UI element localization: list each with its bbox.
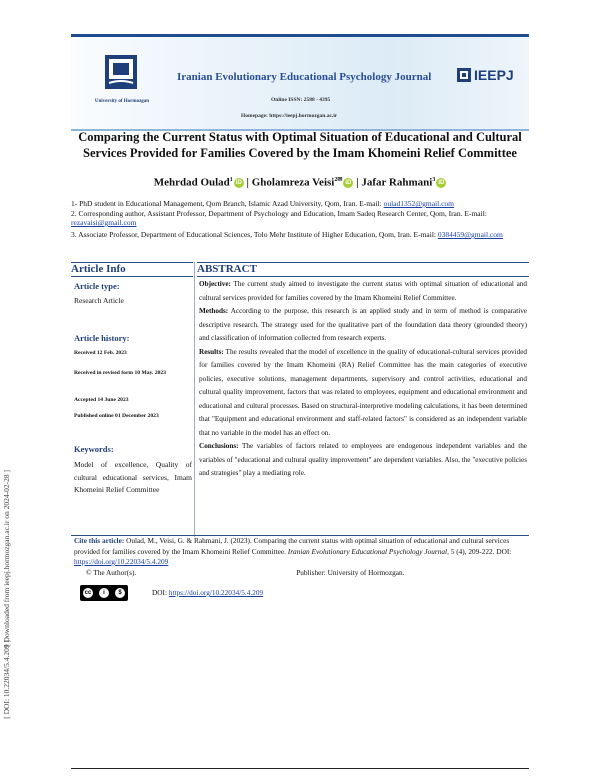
abstract-conclusions: Conclusions: The variables of factors related to employees are endogenous independent variables and the variables of "educational and cultural quality improvement" are dependent variables. Also, the "executive policies and strategies" play a mediating role. bbox=[199, 442, 527, 477]
ieepj-brand-text: IEEPJ bbox=[474, 67, 514, 83]
copyright-text: © The Author(s). bbox=[86, 567, 137, 577]
email-link-3[interactable]: 0384459@gmail.com bbox=[437, 230, 503, 239]
column-divider bbox=[194, 262, 195, 537]
citation-text: Oulad, M., Veisi, G. & Rahmani, J. (2023). Comparing the current status with optimal situation of educational and cultural services provided for families covered by the Imam Khomeini Relief Committee. bbox=[74, 536, 510, 556]
doi-prefix: DOI: bbox=[152, 588, 169, 597]
copyright-row bbox=[74, 568, 529, 579]
paper-title bbox=[71, 130, 529, 161]
received-date: Received 12 Feb. 2023 bbox=[74, 350, 127, 356]
journal-name: Iranian Evolutionary Educational Psychology Journal bbox=[177, 71, 432, 83]
abstract-heading: ABSTRACT bbox=[197, 262, 529, 277]
article-type-value: Research Article bbox=[74, 296, 124, 305]
affiliation-3 bbox=[71, 230, 529, 239]
citation-journal: Iranian Evolutionary Educational Psychology Journal bbox=[287, 546, 448, 556]
affiliation-3-text: 3. Associate Professor, Department of Educational Sciences, Tolo Mehr Institute of Higher Education, Qom, Iran. E-mail: bbox=[71, 230, 438, 239]
citation-volume: , 5 (4), 209-222. DOI: bbox=[447, 546, 512, 556]
affiliation-1-text: 1- PhD student in Educational Management, Qom Branch, Islamic Azad University, Qom, Iran. E-mail: bbox=[71, 199, 384, 208]
attribution-icon: i bbox=[99, 588, 109, 598]
email-link-2[interactable]: rezavaisi@gmail.com bbox=[71, 218, 137, 227]
orcid-icon[interactable]: iD bbox=[235, 180, 242, 187]
article-info-heading: Article Info bbox=[71, 262, 193, 277]
affiliation-2 bbox=[71, 209, 529, 227]
author-sep: | bbox=[243, 176, 252, 189]
keywords-list: Model of excellence, Quality of cultural educational services, Imam Khomeini Relief Committee bbox=[74, 460, 192, 494]
journal-banner bbox=[71, 34, 529, 131]
affiliation-2-text: 2. Corresponding author, Assistant Professor, Department of Psychology and Education, Imam Sadeq Research Center, Qom, Iran. E-mail: bbox=[71, 209, 487, 218]
university-logo-icon bbox=[105, 55, 137, 89]
cc-icon: cc bbox=[84, 590, 92, 596]
citation-block bbox=[74, 536, 529, 578]
author-3-sup: 3 bbox=[432, 177, 436, 183]
publisher-text: Publisher: University of Hormozgan. bbox=[296, 567, 405, 577]
author-1-sup: 1 bbox=[229, 177, 233, 183]
side-download-note: [ Downloaded from ieepj.hormozgan.ac.ir on 2024-02-28 ] bbox=[2, 470, 11, 647]
title-line-1: Comparing the Current Status with Optimal Situation of Educational and Cultural bbox=[78, 130, 522, 144]
footer-rule bbox=[71, 768, 529, 769]
revised-date: Received in revised form 10 May. 2023 bbox=[74, 370, 167, 376]
doi-line bbox=[152, 588, 263, 597]
abstract-methods: Methods: According to the purpose, this research is an applied study and in term of method is comparative descriptive research. The strategy used for the qualitative part of the foundation data theory (grounded theory) and classification of information collected from research experts. bbox=[199, 307, 527, 342]
title-line-2: Services Provided for Families Covered by the Imam Khomeini Relief Committee bbox=[83, 145, 517, 160]
abstract-body bbox=[199, 278, 527, 481]
author-sep: | bbox=[353, 176, 362, 189]
article-type-label: Article type: bbox=[74, 281, 120, 291]
orcid-icon[interactable]: iD bbox=[438, 180, 445, 187]
homepage: Homepage: https://ieepj.hormozgan.ac.ir bbox=[241, 113, 338, 119]
abstract-results: Results: The results revealed that the model of excellence in the quality of educational-cultural services provided for families covered by the Imam Khomeini (RA) Relief Committee has the main categories of executive policies, executive solutions, management departments, supervisory and control activities, educational and cultural quality improvement, factors that was related to employees, equipment and educational environment and educational and cultural processes. Based on structural-interpretive modeling calculations, it has been determined that "Equipment and educational environment and staff-related factors" is considered as an independent variable that no variable in the model has an effect on. bbox=[199, 347, 527, 437]
orcid-icon[interactable]: iD bbox=[345, 180, 352, 187]
doi-link[interactable]: https://doi.org/10.22034/5.4.209 bbox=[168, 588, 264, 597]
email-link-1[interactable]: oulad1352@gmail.com bbox=[383, 199, 455, 208]
issn: Online ISSN: 2588 - 4395 bbox=[271, 97, 331, 103]
author-2-sup: 2✉ bbox=[334, 177, 343, 183]
affiliation-1 bbox=[71, 199, 529, 208]
side-doi-note: [ DOI: 10.22034/5.4.209 ] bbox=[2, 640, 11, 719]
logo-caption: University of Hormozgan bbox=[94, 99, 150, 104]
accepted-date: Accepted 14 June 2023 bbox=[74, 397, 129, 403]
abstract-objective: Objective: The current study aimed to investigate the current status with optimal situation of educational and cultural services provided for families covered by the Imam Khomeini Relief Committee. bbox=[199, 280, 527, 302]
author-2: Gholamreza Veisi bbox=[251, 176, 335, 189]
article-history-label: Article history: bbox=[74, 333, 130, 343]
author-3: Jafar Rahmani bbox=[361, 176, 433, 189]
noncommercial-icon: $ bbox=[115, 588, 125, 598]
published-date: Published online 01 December 2023 bbox=[74, 413, 159, 419]
keywords-label: Keywords: bbox=[74, 444, 114, 454]
ieepj-brand bbox=[457, 67, 514, 83]
authors bbox=[0, 176, 600, 189]
author-1: Mehrdad Oulad bbox=[153, 176, 230, 189]
citation-doi-link[interactable]: https://doi.org/10.22034/5.4.209 bbox=[74, 557, 169, 566]
citation-label: Cite this article: bbox=[74, 536, 125, 545]
ieepj-logo-icon bbox=[457, 68, 471, 82]
cc-license-icon[interactable] bbox=[80, 585, 128, 601]
